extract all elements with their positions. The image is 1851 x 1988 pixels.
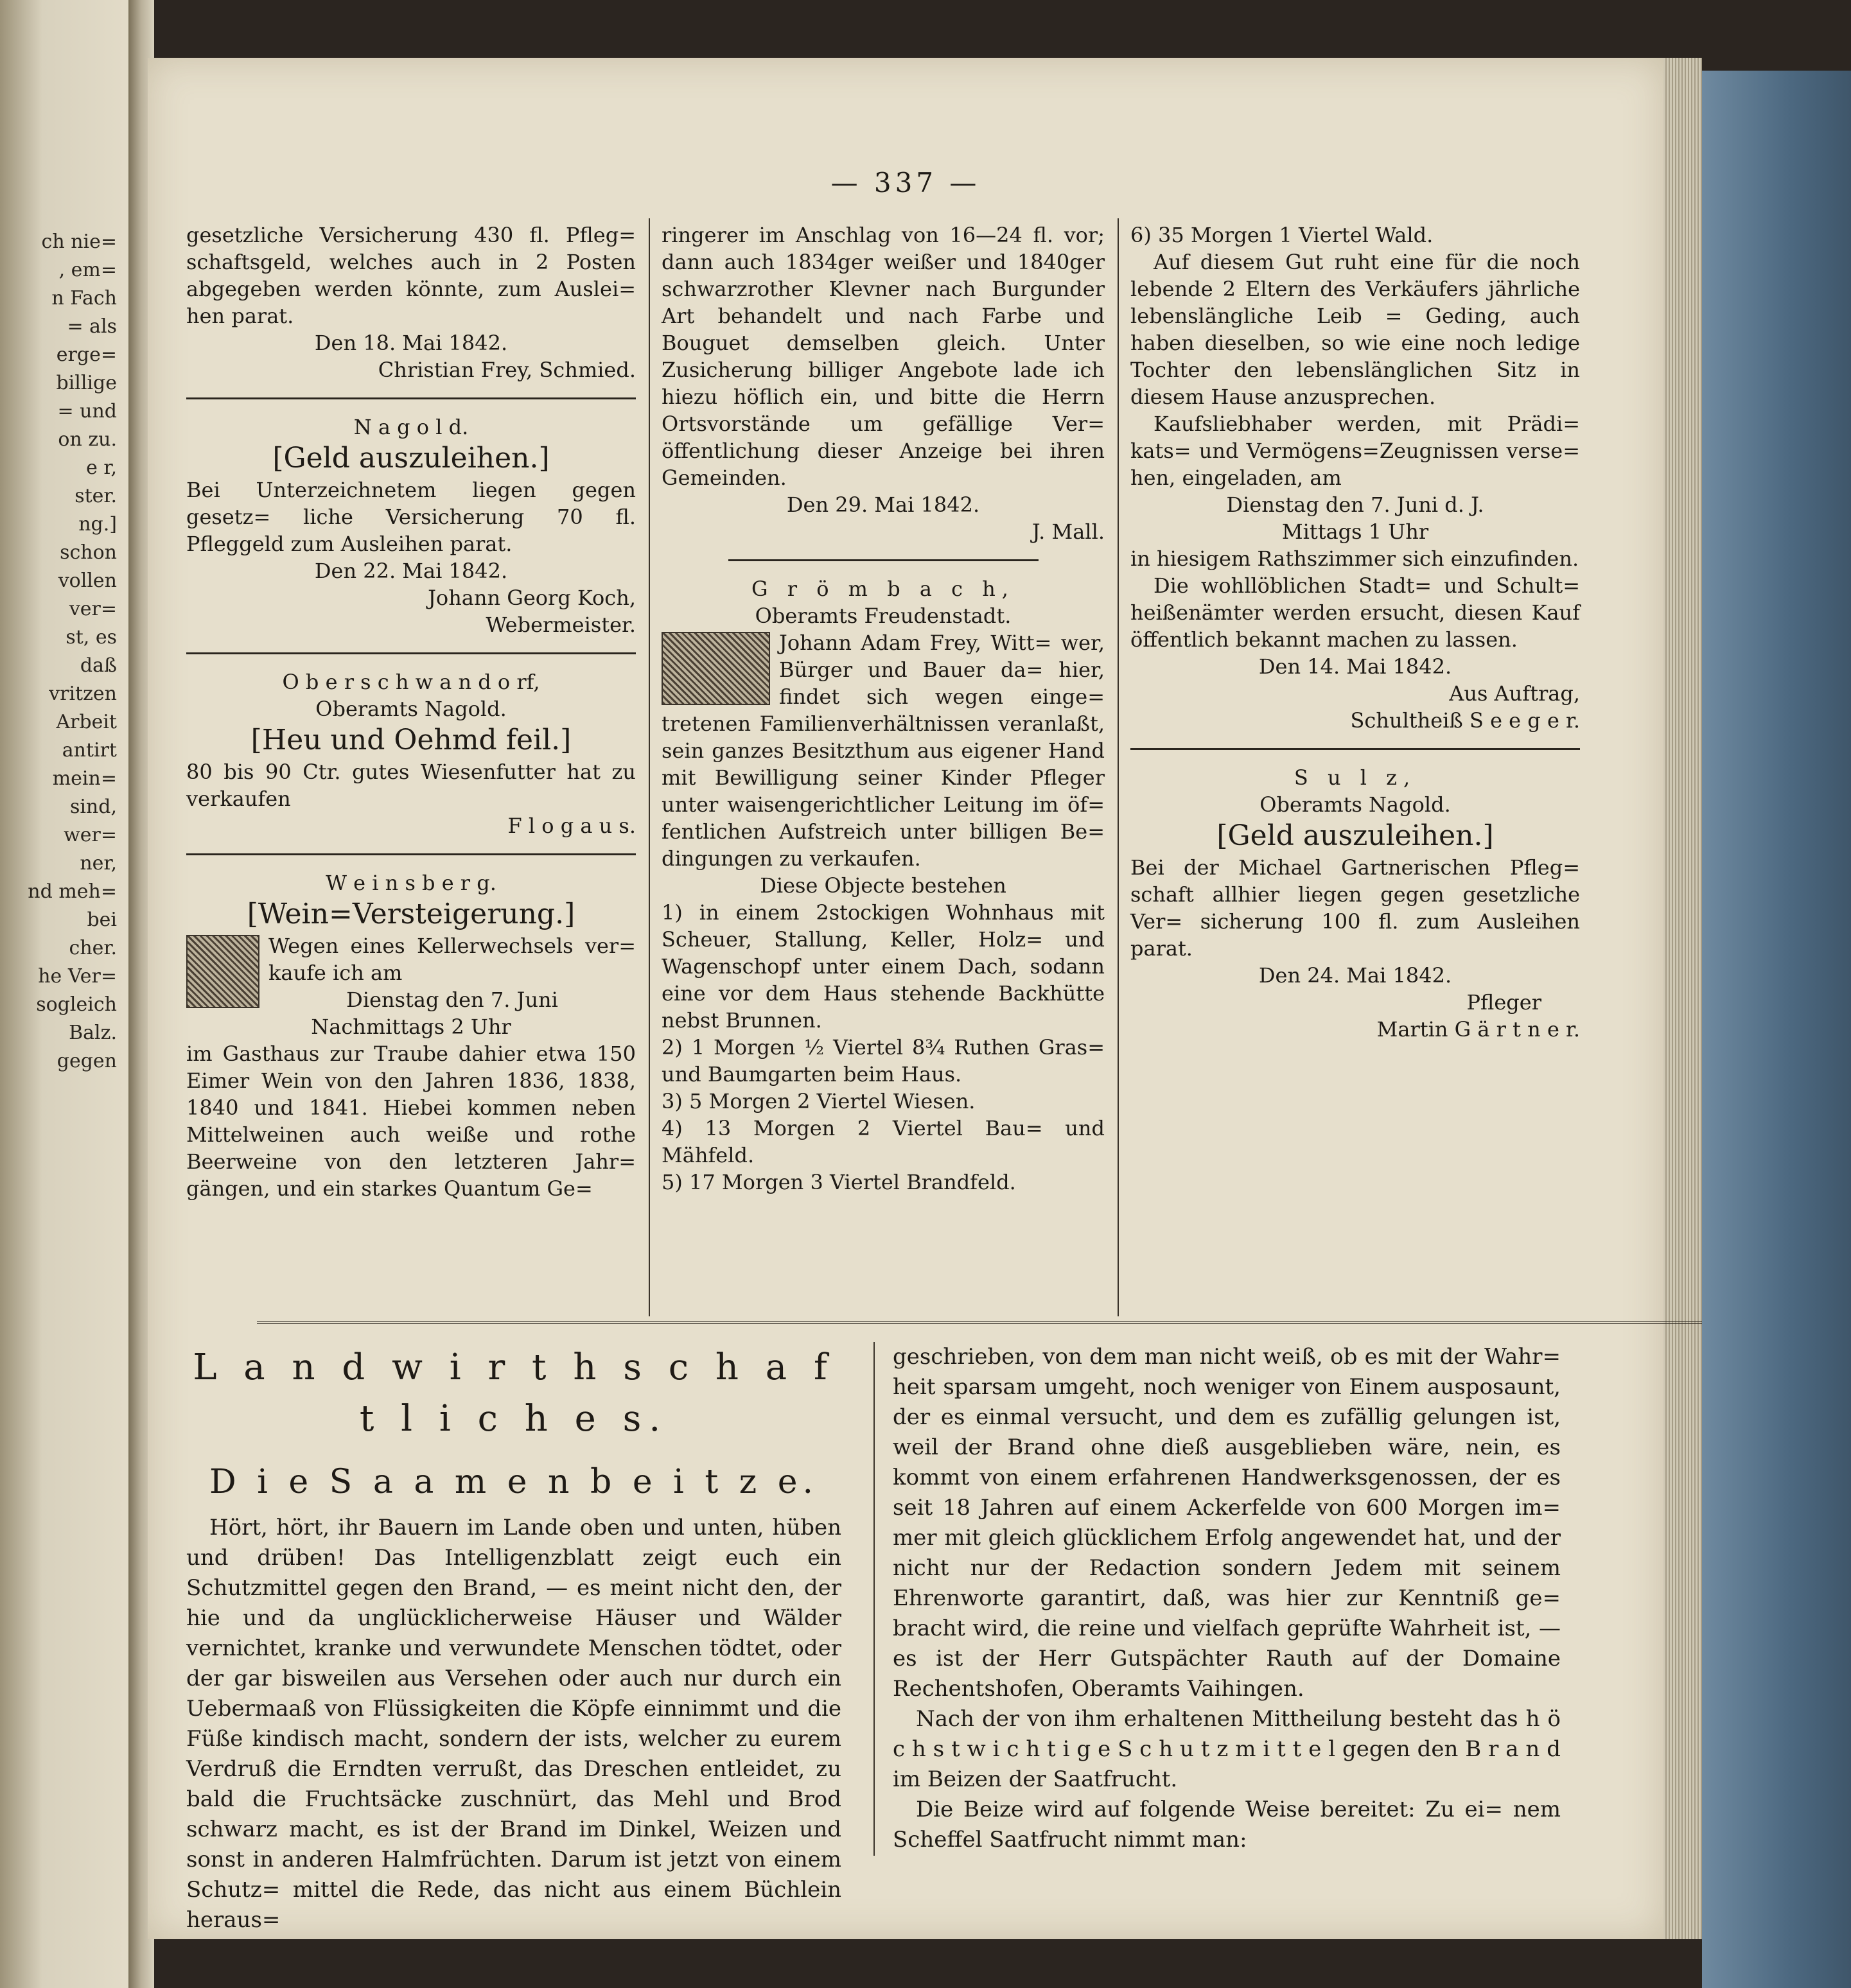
left-page-fragments [0, 228, 128, 1076]
ad1-sign2: Webermeister. [486, 613, 636, 637]
col3-p1: Auf diesem Gut ruht eine für die noch lebende 2 Eltern des Verkäufers jährliche lebenslängliche Leib = Geding, auch haben dieselben, so wie eine noch ledige Tochter den lebenslänglichen Sitz in diesem Hause anzusprechen. [1130, 250, 1580, 409]
left-page-fragment: = als [67, 315, 117, 338]
ad3-date: Dienstag den 7. Juni [346, 988, 558, 1012]
ad2-sign: F l o g a u s. [507, 814, 636, 838]
left-page-fragment: st, es [66, 626, 117, 649]
col3-p2: Kaufsliebhaber werden, mit Prädi= kats= und Vermögens=Zeugnissen verse= hen, eingeladen, am [1130, 412, 1580, 490]
col2-cont-sign: J. Mall. [1031, 519, 1105, 544]
left-page-fragment: gegen [57, 1050, 117, 1072]
left-page-fragment: schon [60, 541, 117, 564]
lower-right-column [893, 1342, 1561, 1855]
column-1 [186, 222, 636, 1202]
col3-ad-district: Oberamts Nagold. [1259, 792, 1451, 817]
left-page-fragment: on zu. [58, 428, 117, 451]
col2-cont: ringerer im Anschlag von 16—24 fl. vor; dann auch 1834ger weißer und 1840ger schwarzrother Klevner nach Burgunder Art behandelt und nach Farbe und Bouguet demselben gleich. Unter Zusicherung billiger Angebote lade ich hiezu höflich ein, und bitte die Herrn Ortsvorstände um gefällige Ver= öffentlichung dieser Anzeige bei ihren Gemeinden. [662, 223, 1105, 490]
col2-item-4: 4) 13 Morgen 2 Viertel Bau= und Mähfeld. [662, 1116, 1105, 1167]
left-page-fragment: mein= [52, 767, 117, 790]
col3-sign2: Schultheiß S e e g e r. [1350, 708, 1580, 733]
left-page-fragment: vritzen [49, 683, 117, 705]
left-page-fragment: e r, [86, 457, 117, 479]
col2-ad-body: Johann Adam Frey, Witt= wer, Bürger und Bauer da= hier, findet sich wegen einge= tretenen Familienverhältnissen veranlaßt, sein ganzes Besitzthum aus eigener Hand mit Bewilligung seiner Kinder Pfleger unter waisengerichtlicher Leitung im öf= fentlichen Aufstreich unter billigen Be= dingungen zu verkaufen. [662, 631, 1105, 871]
ad3-place: W e i n s b e r g. [326, 871, 496, 895]
left-page-fragment: sogleich [36, 993, 117, 1016]
left-page-fragment: , em= [58, 259, 117, 281]
ad2-district: Oberamts Nagold. [315, 697, 507, 721]
col3-ad-title: [Geld auszuleihen.] [1216, 819, 1494, 852]
left-page-fragment: vollen [58, 570, 117, 592]
ad3-body1: Wegen eines Kellerwechsels ver= kaufe ich am [268, 934, 636, 985]
left-page-fragment: cher. [69, 937, 117, 959]
ad1-title: [Geld auszuleihen.] [272, 442, 550, 475]
col3-p3-date: Den 14. Mai 1842. [1258, 654, 1452, 679]
ad1-body: Bei Unterzeichnetem liegen gegen gesetz= liche Versicherung 70 fl. Pfleggeld zum Ausleihen parat. [186, 478, 636, 556]
col1-intro-date: Den 18. Mai 1842. [314, 331, 508, 355]
divider [186, 397, 636, 399]
col3-item6: 6) 35 Morgen 1 Viertel Wald. [1130, 223, 1434, 247]
left-page-fragment: wer= [64, 824, 117, 846]
ad2-body: 80 bis 90 Ctr. gutes Wiesenfutter hat zu verkaufen [186, 760, 636, 811]
column-2 [662, 222, 1105, 1196]
left-page-fragment: = und [57, 400, 117, 423]
col2-item-3: 3) 5 Morgen 2 Viertel Wiesen. [662, 1089, 976, 1113]
left-page-fragment: ster. [75, 485, 117, 507]
col3-time: Mittags 1 Uhr [1281, 519, 1429, 544]
col2-cont-date: Den 29. Mai 1842. [786, 493, 980, 517]
ad2-place: O b e r s c h w a n d o rf, [282, 670, 540, 694]
column-rule [873, 1342, 875, 1856]
article-left-text: Hört, hört, ihr Bauern im Lande oben und unten, hüben und drüben! Das Intelligenzblatt zeigt euch ein Schutzmittel gegen den Brand, — es meint nicht den, der hie und da unglücklicherweise Häuser und Wälder vernichtet, kranke und verwundete Menschen tödtet, oder der gar bisweilen aus Versehen oder auch nur durch ein Uebermaaß von Flüssigkeiten die Köpfe einnimmt und die Füße kindisch macht, sondern der ists, welcher zu eurem Verdruß die Erndten verrußt, das Dreschen entleidet, zu bald die Fruchtsäcke zuschnürt, das Mehl und Brod schwarz macht, es ist der Brand im Dinkel, Weizen und sonst in anderen Halmfrüchten. Darum ist jetzt von einem Schutz= mittel die Rede, das nicht aus einem Büchlein heraus= [186, 1515, 841, 1933]
left-page-fragment: antirt [62, 739, 117, 762]
divider [728, 559, 1039, 561]
left-page-fragment: bei [87, 909, 117, 931]
page-number: — 337 — [830, 167, 981, 198]
left-page-fragment: billige [56, 372, 117, 394]
section-separator [257, 1321, 1702, 1328]
left-page-fragment: nd meh= [28, 880, 117, 903]
ad1-sign1: Johann Georg Koch, [428, 586, 636, 610]
book-cover [1702, 71, 1851, 1988]
left-page-fragment: ng.] [78, 513, 117, 536]
col2-item-1: 1) in einem 2stockigen Wohnhaus mit Scheuer, Stallung, Keller, Holz= und Wagenschopf unter einem Dach, sodann eine vor dem Haus stehende Backhütte nebst Brunnen. [662, 900, 1105, 1033]
left-page-fragment: ner, [80, 852, 117, 875]
col1-intro-sign: Christian Frey, Schmied. [378, 358, 636, 382]
column-rule [649, 218, 650, 1316]
col3-ad-date: Den 24. Mai 1842. [1258, 963, 1452, 988]
left-page-fragment: erge= [56, 344, 117, 366]
article-right-text-3: Die Beize wird auf folgende Weise bereitet: Zu ei= nem Scheffel Saatfrucht nimmt man: [893, 1797, 1561, 1853]
ad3-title: [Wein=Versteigerung.] [247, 898, 575, 930]
ad2-title: [Heu und Oehmd feil.] [250, 724, 572, 756]
col2-ad-district: Oberamts Freudenstadt. [755, 604, 1012, 628]
page-stack-edge [1663, 58, 1702, 1939]
article-right-text-2: Nach der von ihm erhaltenen Mittheilung besteht das h ö c h s t w i c h t i g e S c h u t z m i t t e l gegen den B r a n d im Beizen der Saatfrucht. [893, 1706, 1561, 1792]
left-page-fragment: Balz. [69, 1022, 117, 1044]
section-heading: L a n d w i r t h s c h a f t l i c h e s. [193, 1347, 835, 1440]
wine-barrel-illustration [186, 935, 259, 1008]
column-rule [1118, 218, 1119, 1316]
divider [186, 652, 636, 654]
col2-item-2: 2) 1 Morgen ½ Viertel 8¾ Ruthen Gras= und Baumgarten beim Haus. [662, 1035, 1105, 1086]
left-page-edge [0, 0, 141, 1988]
ad1-place: N a g o l d. [353, 415, 469, 439]
article-right-text-1: geschrieben, von dem man nicht weiß, ob es mit der Wahr= heit sparsam umgeht, noch weniger von Einem ausposaunt, der es einmal versucht, und dem es zufällig gelungen ist, weil der Brand ohne dieß ausgeblieben wäre, nein, es kommt von einem erfahrenen Handwerksgenossen, der es seit 18 Jahren auf einem Ackerfelde von 600 Morgen im= mer mit gleich glücklichem Erfolg angewendet hat, und der nicht nur der Redaction sondern Jedem mit seinem Ehrenworte garantirt, daß, was hier zur Kenntniß ge= bracht wird, die reine und vielfach geprüfte Wahrheit ist, — es ist der Herr Gutspächter Rauth auf der Domaine Rechentshofen, Oberamts Vaihingen. [893, 1344, 1561, 1702]
left-page-fragment: n Fach [51, 287, 117, 310]
col3-ad-sign2: Martin G ä r t n e r. [1376, 1017, 1580, 1042]
col3-ad-place: S u l z, [1294, 765, 1417, 790]
lower-left-column [186, 1342, 841, 1935]
col2-ad-objects: Diese Objecte bestehen [760, 873, 1006, 898]
article-title: D i e S a a m e n b e i t z e. [209, 1463, 818, 1501]
ad3-time: Nachmittags 2 Uhr [311, 1015, 511, 1039]
col2-item-5: 5) 17 Morgen 3 Viertel Brandfeld. [662, 1170, 1016, 1194]
col2-ad-place: G r ö m b a c h, [751, 577, 1015, 601]
col3-place: in hiesigem Rathszimmer sich einzufinden. [1130, 546, 1579, 571]
left-page-fragment: Arbeit [56, 711, 117, 733]
left-page-fragment: daß [80, 654, 117, 677]
left-page-fragment: ver= [69, 598, 117, 620]
col1-intro: gesetzliche Versicherung 430 fl. Pfleg= schaftsgeld, welches auch in 2 Posten abgegeben werden könnte, zum Auslei= hen parat. [186, 223, 636, 328]
ad3-body2: im Gasthaus zur Traube dahier etwa 150 Eimer Wein von den Jahren 1836, 1838, 1840 und 1841. Hiebei kommen neben Mittelweinen auch weiße und rothe Beerweine von den letzteren Jahr= gängen, und ein starkes Quantum Ge= [186, 1042, 636, 1201]
col3-ad-sign1: Pfleger [1466, 990, 1541, 1015]
col3-sign1: Aus Auftrag, [1449, 681, 1580, 706]
left-page-fragment: he Ver= [38, 965, 117, 988]
divider [186, 853, 636, 855]
col3-p3: Die wohllöblichen Stadt= und Schult= heißenämter werden ersucht, diesen Kauf öffentlich bekannt machen zu lassen. [1130, 573, 1580, 652]
divider [1130, 748, 1580, 750]
ad1-date: Den 22. Mai 1842. [314, 559, 508, 583]
left-page-fragment: sind, [69, 796, 117, 818]
newspaper-page [148, 58, 1663, 1939]
col3-ad-body: Bei der Michael Gartnerischen Pfleg= schaft allhier liegen gegen gesetzliche Ver= sicherung 100 fl. zum Ausleihen parat. [1130, 855, 1580, 961]
left-page-fragment: ch nie= [41, 231, 117, 253]
farmhouse-illustration [662, 632, 770, 705]
col3-date: Dienstag den 7. Juni d. J. [1226, 493, 1484, 517]
column-3 [1130, 222, 1580, 1043]
